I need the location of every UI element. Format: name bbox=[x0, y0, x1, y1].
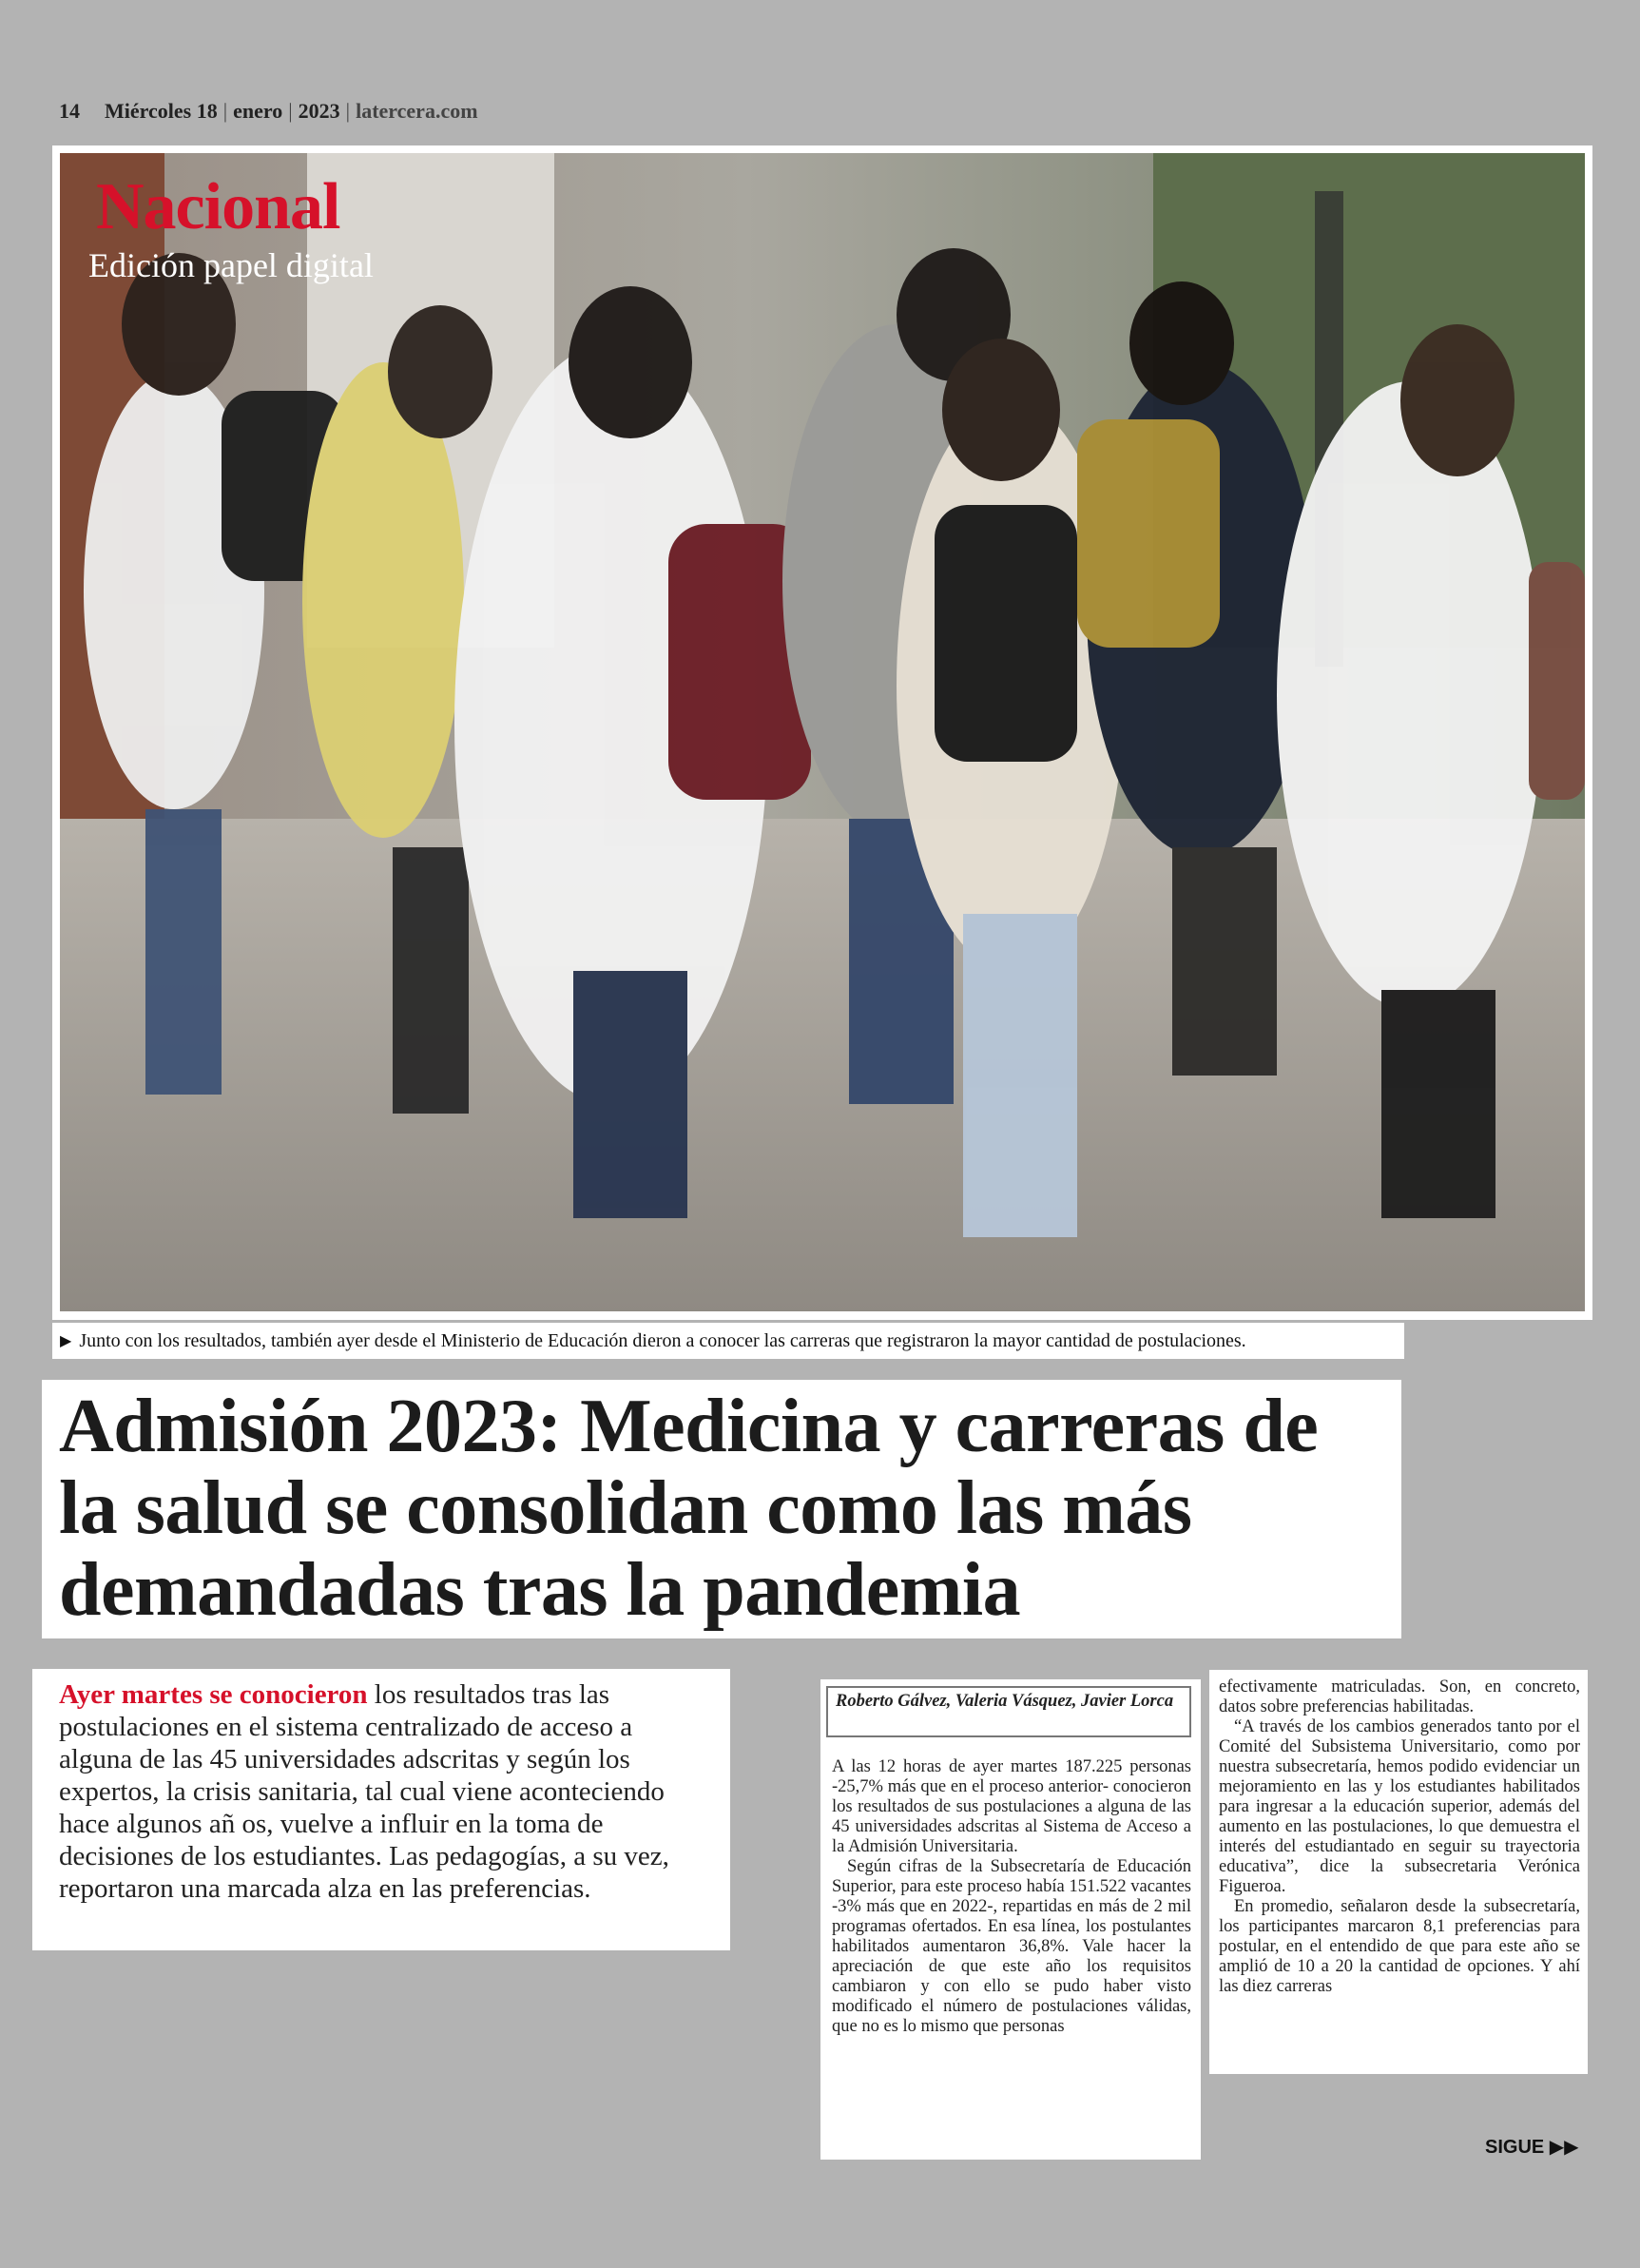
column-1-body bbox=[832, 1757, 1191, 2037]
photo-caption bbox=[52, 1323, 1404, 1359]
header-site-link[interactable]: latercera.com bbox=[356, 99, 478, 123]
paragraph: efectivamente matriculadas. Son, en concreto, datos sobre preferencias habilitadas. bbox=[1219, 1677, 1580, 1716]
photo-frame bbox=[52, 145, 1592, 1320]
paragraph: “A través de los cambios generados tanto por el Comité del Subsistema Universitario, como por nuestra subsecretaría, hemos podido evidenciar un mejoramiento en las y los estudiantes habilitados para ingresar a la educación superior, además del aumento en las postulaciones, lo que demuestra el interés del estudiantado en seguir su trayectoria educativa”, dice la subsecretaria Verónica Figueroa. bbox=[1219, 1717, 1580, 1896]
header-year: 2023 bbox=[298, 99, 340, 123]
article-column-2 bbox=[1209, 1670, 1588, 2074]
article-photo bbox=[60, 153, 1585, 1311]
header-separator: | bbox=[345, 99, 351, 123]
caption-text: Junto con los resultados, también ayer desde el Ministerio de Educación dieron a conocer las carreras que registraron la mayor cantidad de postulaciones. bbox=[79, 1329, 1246, 1351]
header-separator: | bbox=[222, 99, 228, 123]
paragraph: A las 12 horas de ayer martes 187.225 personas -25,7% más que en el proceso anterior- conocieron los resultados de sus postulaciones a alguna de las 45 universidades adscritas al Sistema de Acceso a la Admisión Universitaria. bbox=[832, 1757, 1191, 1856]
article-lead bbox=[32, 1669, 730, 1950]
header-day: Miércoles 18 bbox=[105, 99, 218, 123]
paragraph: Según cifras de la Subsecretaría de Educación Superior, para este proceso había 151.522 vacantes -3% más que en 2022-, repartidas en más de 2 mil programas ofertados. En esa línea, los postulantes habilitados aumentaron 36,8%. Vale hacer la apreciación de que este año los requisitos cambiaron y con ello se pudo haber visto modificado el número de postulaciones válidas, que no es lo mismo que personas bbox=[832, 1857, 1191, 2036]
lead-text: los resultados tras las postulaciones en el sistema centralizado de acceso a alguna de las 45 universidades adscritas y según los expertos, la crisis sanitaria, tal cual viene aconteciendo hace algunos añ os, vuelve a influir en la toma de decisiones de los estudiantes. Las pedagogías, a su vez, reportaron una marcada alza en las preferencias. bbox=[59, 1679, 669, 1904]
header-month: enero bbox=[233, 99, 283, 123]
paragraph: En promedio, señalaron desde la subsecretaría, los participantes marcaron 8,1 preferencias para postular, en el entendido de que para este año se amplió de 10 a 20 la cantidad de opciones. Y ahí las diez carreras bbox=[1219, 1897, 1580, 1996]
section-title: Nacional bbox=[96, 170, 340, 243]
page-header bbox=[59, 99, 478, 124]
section-subtitle: Edición papel digital bbox=[88, 246, 374, 284]
caption-triangle-icon: ▶ bbox=[60, 1333, 72, 1349]
header-separator: | bbox=[288, 99, 293, 123]
article-column-1 bbox=[820, 1679, 1201, 2160]
article-headline: Admisión 2023: Medicina y carreras de la salud se consolidan como las más demandadas tras la pandemia bbox=[59, 1385, 1319, 1632]
lead-kicker: Ayer martes se conocieron bbox=[59, 1679, 368, 1710]
continue-marker[interactable]: SIGUE ▶▶ bbox=[1485, 2137, 1579, 2158]
page-number: 14 bbox=[59, 99, 80, 123]
headline-box bbox=[42, 1380, 1401, 1638]
students-walking-illustration bbox=[60, 153, 1585, 1311]
byline: Roberto Gálvez, Valeria Vásquez, Javier Lorca bbox=[826, 1686, 1191, 1737]
